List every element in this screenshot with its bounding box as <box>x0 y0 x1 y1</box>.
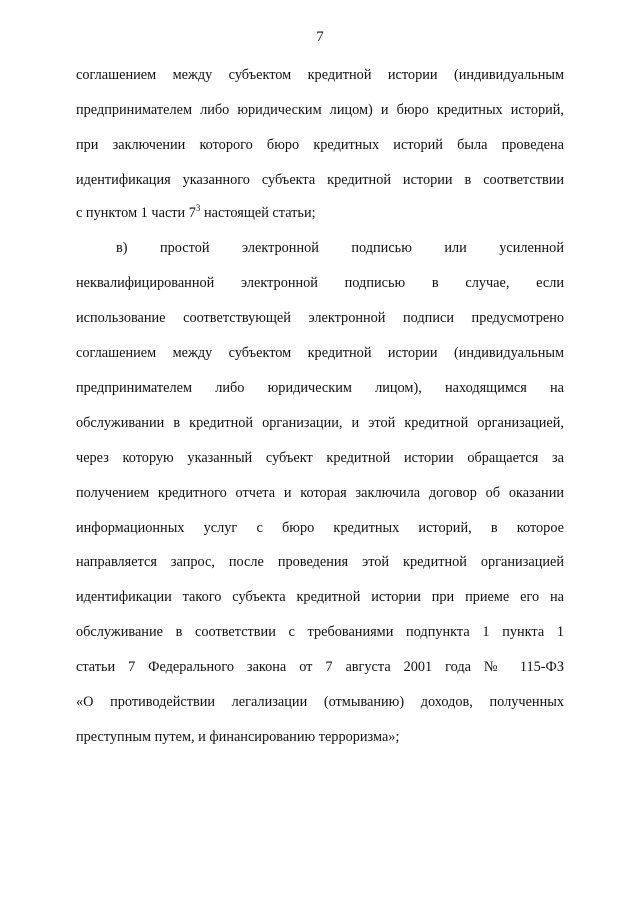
text-line-19: «О противодействии легализации (отмыванию) доходов, полученных <box>76 694 564 710</box>
text-line-1: соглашением между субъектом кредитной истории (индивидуальным <box>76 67 564 83</box>
text-line-2: предпринимателем либо юридическим лицом) и бюро кредитных историй, <box>76 102 564 118</box>
text-line-15: направляется запрос, после проведения этой кредитной организацией <box>76 554 564 570</box>
text-line-14: информационных услуг с бюро кредитных историй, в которое <box>76 520 564 536</box>
page-number: 7 <box>316 29 324 45</box>
text-line-17: обслуживание в соответствии с требованиями подпункта 1 пункта 1 <box>76 624 564 640</box>
text-line-9: соглашением между субъектом кредитной истории (индивидуальным <box>76 345 564 361</box>
text-line-12: через которую указанный субъект кредитной истории обращается за <box>76 450 564 466</box>
text-line-5-main: с пунктом 1 части 7 <box>76 205 196 221</box>
text-line-20: преступным путем, и финансированию терроризма»; <box>76 729 400 745</box>
text-line-6: в) простой электронной подписью или усиленной <box>116 240 564 256</box>
text-line-16: идентификации такого субъекта кредитной истории при приеме его на <box>76 589 564 605</box>
text-line-4: идентификация указанного субъекта кредитной истории в соответствии <box>76 172 564 188</box>
text-line-7: неквалифицированной электронной подписью в случае, если <box>76 275 564 291</box>
text-line-11: обслуживании в кредитной организации, и этой кредитной организацией, <box>76 415 564 431</box>
text-line-18: статьи 7 Федерального закона от 7 августа 2001 года № 115-ФЗ <box>76 659 564 675</box>
text-line-5 <box>76 204 564 222</box>
text-line-13: получением кредитного отчета и которая заключила договор об оказании <box>76 485 564 501</box>
text-line-5-tail: настоящей статьи; <box>200 205 316 221</box>
text-line-3: при заключении которого бюро кредитных историй была проведена <box>76 137 564 153</box>
superscript: 3 <box>195 203 201 213</box>
text-line-8: использование соответствующей электронной подписи предусмотрено <box>76 310 564 326</box>
text-line-10: предпринимателем либо юридическим лицом), находящимся на <box>76 380 564 396</box>
